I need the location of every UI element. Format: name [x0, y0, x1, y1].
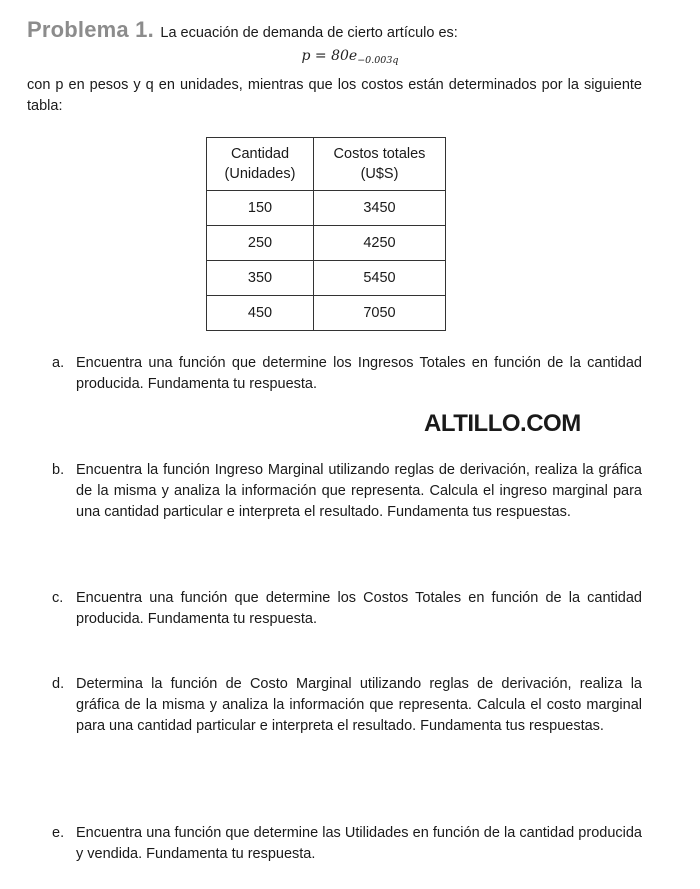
table-header-row [207, 138, 446, 191]
table-row [207, 296, 446, 331]
demand-formula [0, 48, 700, 66]
cell-quantity: 250 [207, 226, 314, 261]
formula-lhs: p = 80e [301, 48, 358, 64]
question-item-c [52, 588, 642, 630]
item-letter: d. [52, 676, 65, 692]
cell-cost: 7050 [314, 296, 446, 331]
table-row [207, 226, 446, 261]
question-item-b [52, 460, 642, 523]
cell-cost: 4250 [314, 226, 446, 261]
cell-quantity: 150 [207, 191, 314, 226]
table-row [207, 261, 446, 296]
cell-cost: 5450 [314, 261, 446, 296]
watermark-logo: ALTILLO.COM [424, 410, 581, 437]
item-text: Encuentra una función que determine los Ingresos Totales en función de la cantidad producida. Fundamenta tu respuesta. [76, 355, 642, 392]
problem-header [27, 17, 458, 43]
header-costs-line2: (U$S) [360, 166, 399, 182]
item-text: Encuentra la función Ingreso Marginal utilizando reglas de derivación, realiza la gráfica de la misma y analiza la información que representa. Calcula el ingreso marginal para una cantidad particular e interpreta el resultado. Fundamenta tus respuestas. [76, 462, 642, 520]
item-letter: c. [52, 590, 64, 606]
cell-quantity: 450 [207, 296, 314, 331]
question-item-d [52, 674, 642, 737]
costs-table [206, 137, 446, 331]
intro-paragraph: con p en pesos y q en unidades, mientras que los costos están determinados por la siguiente tabla: [27, 77, 642, 114]
cell-cost: 3450 [314, 191, 446, 226]
question-item-e [52, 823, 642, 865]
header-total-costs [314, 138, 446, 191]
cell-quantity: 350 [207, 261, 314, 296]
table-row [207, 191, 446, 226]
problem-title: Problema 1. [27, 17, 154, 42]
header-quantity [207, 138, 314, 191]
header-quantity-line1: Cantidad [230, 146, 290, 162]
header-costs-line1: Costos totales [333, 146, 426, 162]
item-text: Encuentra una función que determine las Utilidades en función de la cantidad producida y vendida. Fundamenta tu respuesta. [76, 825, 642, 862]
item-text: Encuentra una función que determine los Costos Totales en función de la cantidad producida. Fundamenta tu respuesta. [76, 590, 642, 627]
header-quantity-line2: (Unidades) [224, 166, 296, 182]
item-text: Determina la función de Costo Marginal utilizando reglas de derivación, realiza la gráfica de la misma y analiza la información que representa. Calcula el costo marginal para una cantidad particular e interpreta el resultado. Fundamenta tus respuestas. [76, 676, 642, 734]
formula-exponent: −0.003q [357, 55, 399, 66]
question-item-a [52, 353, 642, 395]
item-letter: a. [52, 355, 65, 371]
item-letter: b. [52, 462, 65, 478]
item-letter: e. [52, 825, 65, 841]
problem-intro: La ecuación de demanda de cierto artículo es: [160, 25, 458, 41]
